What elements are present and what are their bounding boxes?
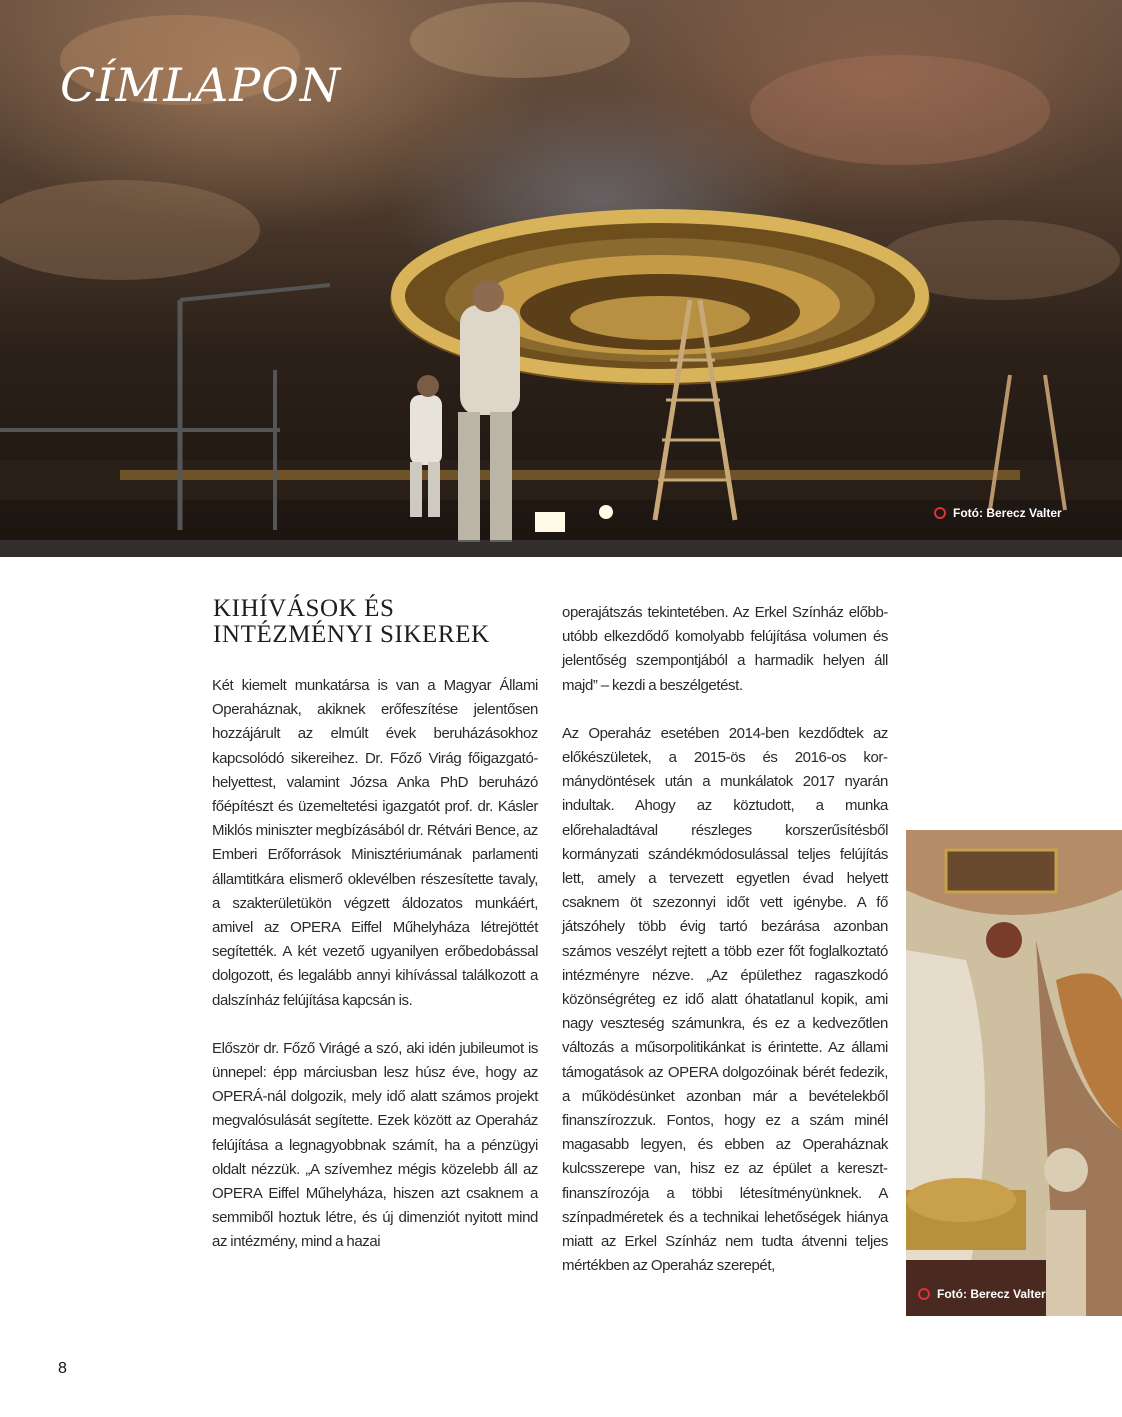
fresco-detail-photo-icon: [906, 830, 1122, 1316]
article-paragraph: Két kiemelt munkatársa is van a Magyar Állami Operaháznak, akiknek erőfeszítése jelentősen hozzájárult az elmúlt évek beruházásokhoz kapcsolódó sikereihez. Dr. Főző Virág főigazgató-helyettest, valamint Józsa Anka PhD beruházó főépítészt és üzemeltetési igazgatót prof. dr. Kásler Miklós miniszter megbízásából dr. Rétvári Bence, az Emberi Erőforrások Minisztériumának parlamenti államtitkára elismerő oklevélben részesítette tavaly, a szakterületükön végzett áldozatos munkáért, amivel az OPERA Eiffel Műhelyháza létrejöttét segítették. A két vezető ugyanilyen erőbedobással dolgozott, és legalább annyi kihívással találkozott a dalszínház felújítása kapcsán is.: [212, 677, 538, 1009]
circle-icon: [934, 507, 946, 519]
article-paragraph: Először dr. Főző Virágé a szó, aki idén jubileumot is ünnepel: épp márciusban lesz húsz éve, hogy az OPERÁ-nál dolgozik, mely idő alatt számos projekt megvalósulását segítette. Ezek között az Operaház felújítása a legnagyobbnak számít, ha a pénzügyi oldalt nézzük. „A szívemhez mégis közelebb áll az OPERA Eiffel Műhelyháza, hiszen azt csaknem a semmiből hoztuk létre, és új dimenziót nyitott mind az intézmény, mind a hazai: [212, 1039, 538, 1251]
hero-photo-credit: [934, 506, 1062, 520]
article-column-1: [212, 674, 538, 1255]
article-paragraph: operajátszás tekintetében. Az Erkel Színház előbb-utóbb elkezdődő komolyabb felújítása volumen és jelentőség szempontjából a harmadik helyen áll majd” – kezdi a beszélgetést.: [562, 604, 888, 694]
hero-photo-credit-text: Fotó: Berecz Valter: [953, 506, 1062, 520]
section-title: CÍMLAPON: [60, 58, 342, 112]
circle-icon: [918, 1288, 930, 1300]
side-photo-credit: [918, 1287, 1046, 1301]
article-paragraph: Az Operaház esetében 2014-ben kezdődtek az előkészületek, a 2015-ös és 2016-os kormánydöntések után a munkálatok 2017 nyarán indultak. Ahogy az köztudott, a munka előrehaladtával részleges korszerűsítésből kormányzati szándékmódosulással teljes felújítás lett, amely a tervezett egyetlen évad helyett csaknem öt szezonnyi időt vett igénybe. A fő játszóhely több évig tartó bezárása azonban számos veszélyt rejtett a több ezer főt foglalkoztató intézményre nézve. „Az épülethez ragaszkodó közönségréteg ez idő alatt óhatatlanul kopik, ami nagy veszteség számunkra, és ez a kedvezőtlen változás a műsorpolitikánkat is érintette. Az állami támogatások az OPERA dolgozóinak bérét fedezik, a működésünket azonban már a bevételekből finanszírozzuk. Fontos, hogy ez a szám minél magasabb legyen, és ebben az Operaháznak kulcsszerepe van, hisz ez az épület a keresztfinanszírozója a többi létesítményünknek. A színpadméretek és a technikai lehetőségek hiánya miatt az Erkel Színház nem tudta átvenni teljes mértékben az Operaház szerepét,: [562, 724, 888, 1275]
article-heading: KIHÍVÁSOK ÉS INTÉZMÉNYI SIKEREK: [213, 595, 490, 648]
article-column-2: [562, 601, 888, 1278]
hero-photo: [0, 0, 1122, 557]
page-number: 8: [58, 1360, 67, 1377]
side-photo-credit-text: Fotó: Berecz Valter: [937, 1287, 1046, 1301]
side-photo: [906, 830, 1122, 1316]
